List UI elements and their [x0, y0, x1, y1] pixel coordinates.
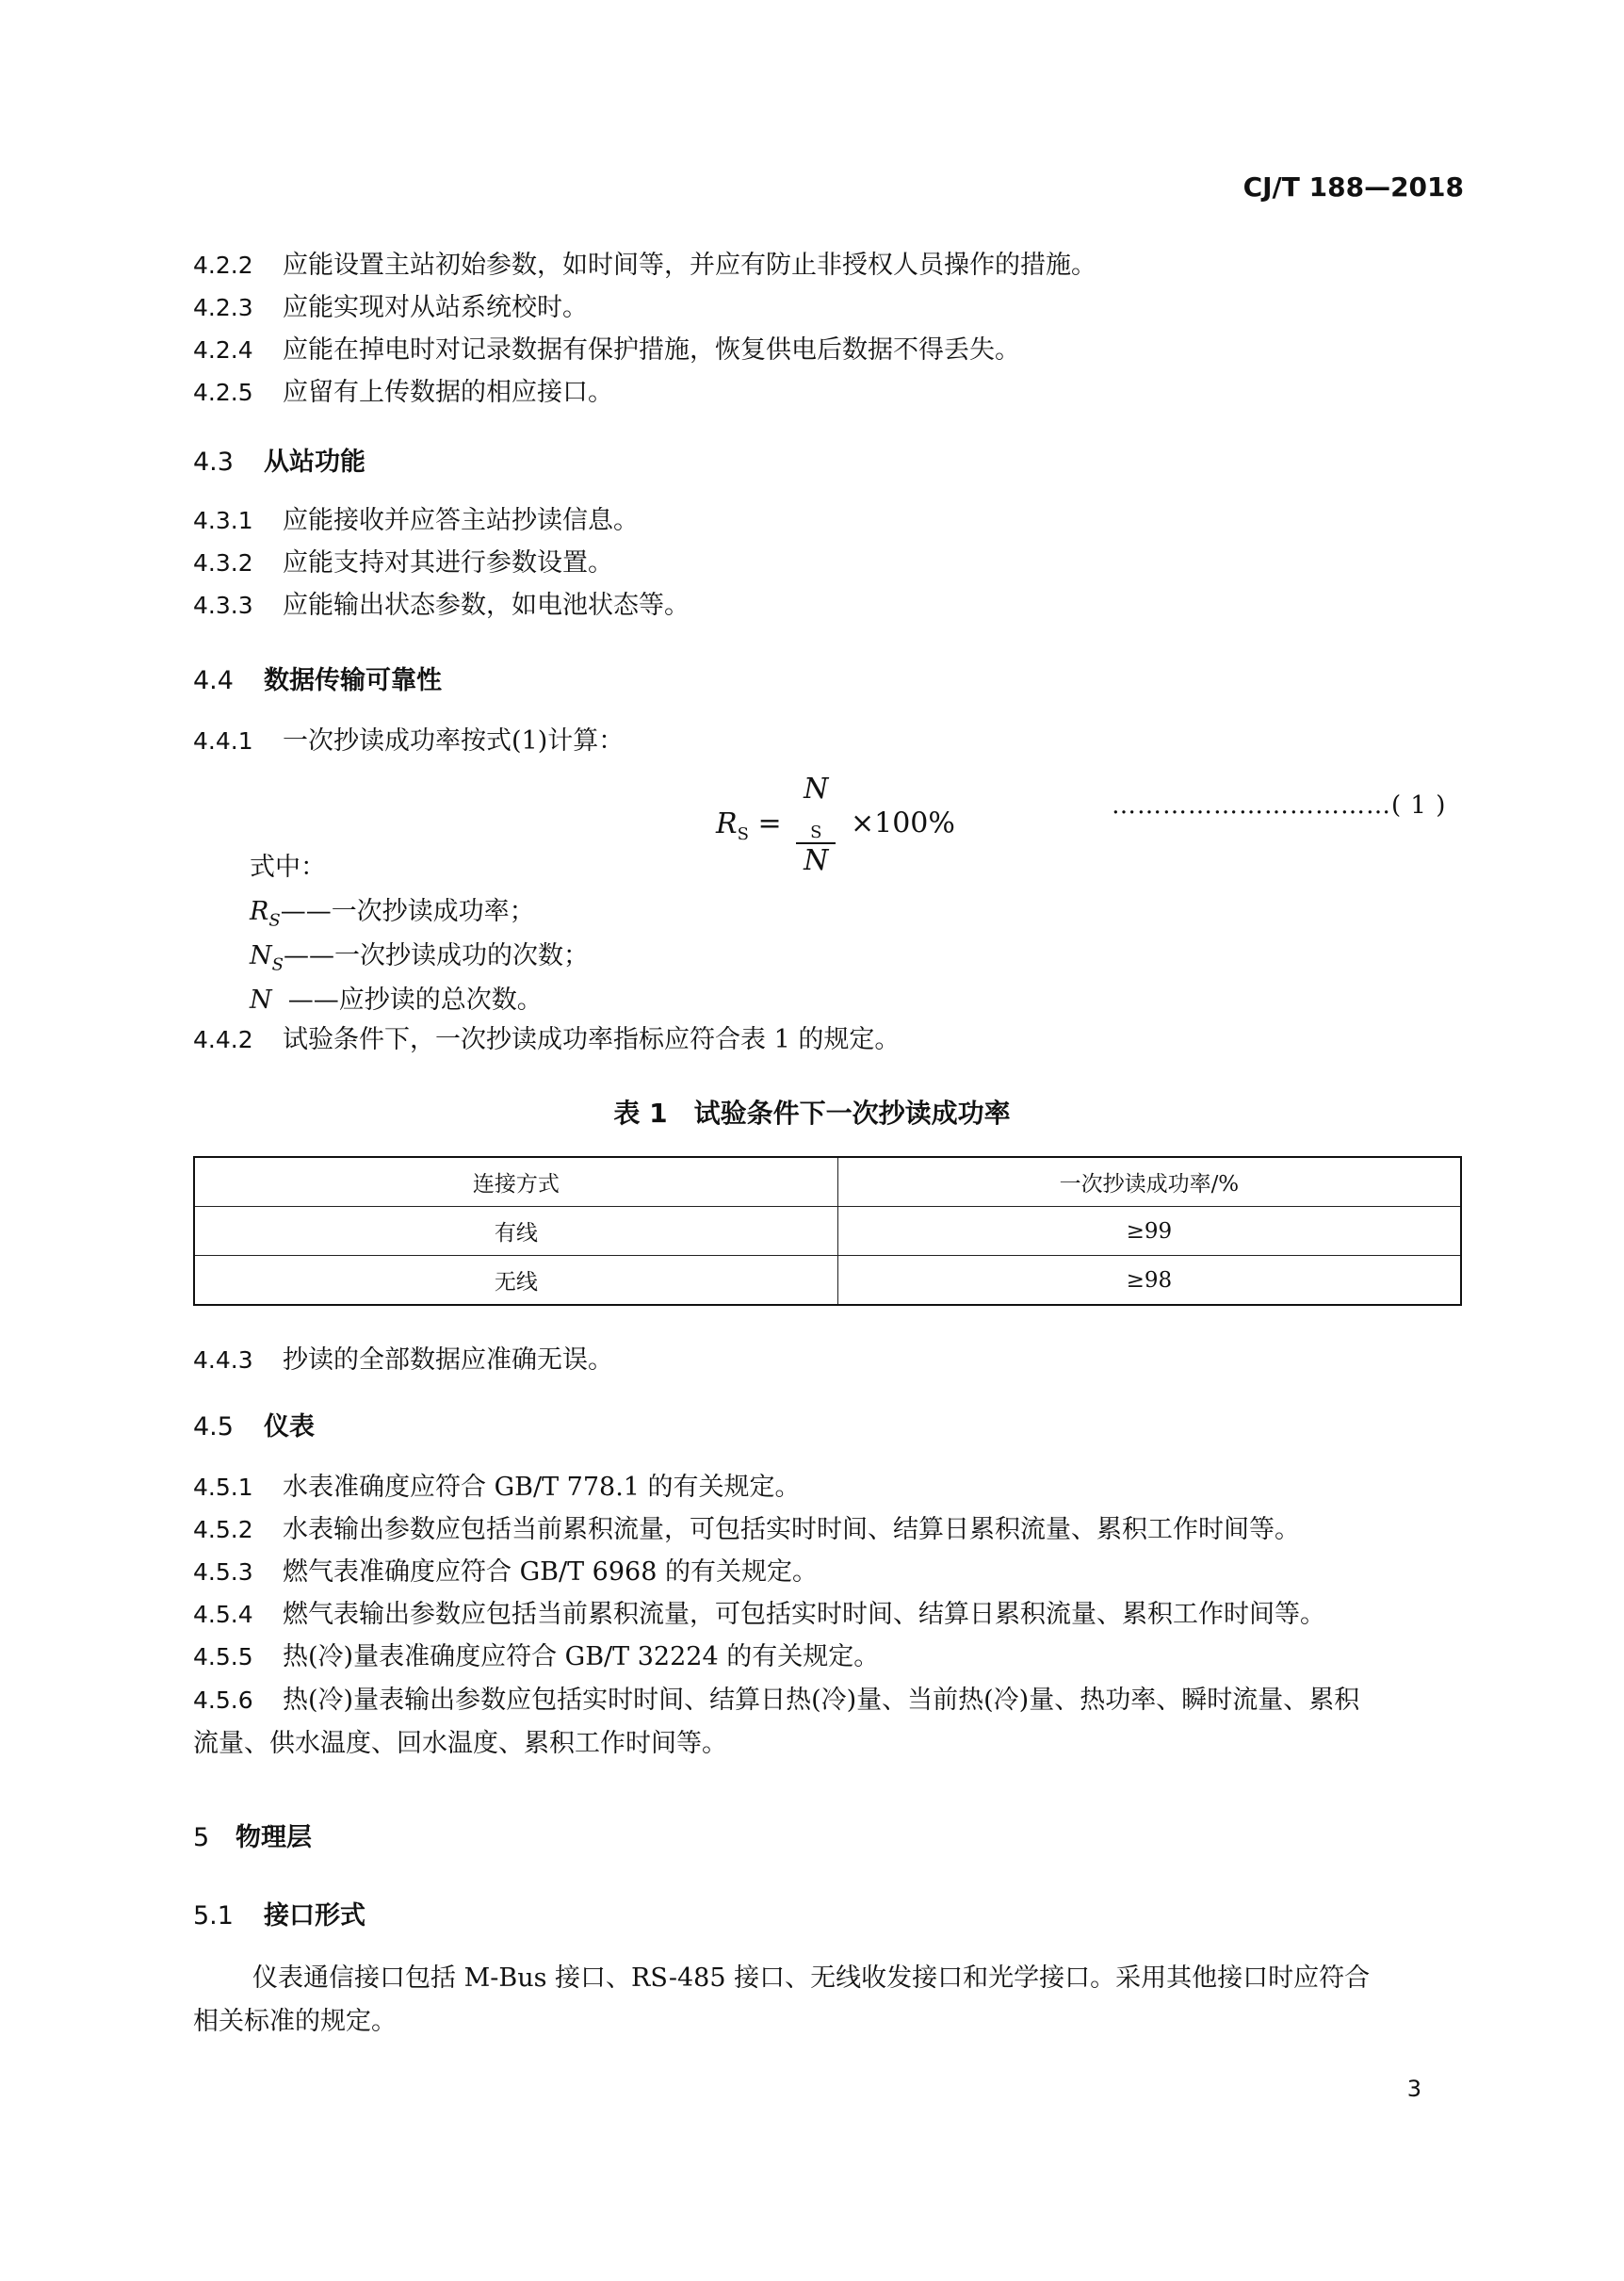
clause-4-5-1 — [193, 1469, 801, 1507]
clause-text: 试验条件下，一次抄读成功率指标应符合表 1 的规定。 — [283, 1025, 901, 1054]
clause-text: 抄读的全部数据应准确无误。 — [283, 1345, 613, 1375]
formula-lhs: $R_S$ — [716, 806, 749, 844]
column-header: 连接方式 — [194, 1157, 837, 1207]
clause-number: 4.3.2 — [193, 549, 253, 577]
where-item: $N_S——$一次抄读成功的次数； — [250, 941, 589, 975]
heading-title: 数据传输可靠性 — [264, 666, 442, 695]
clause-text: 应留有上传数据的相应接口。 — [283, 378, 613, 407]
clause-number: 4.5.4 — [193, 1601, 253, 1628]
table-1 — [193, 1156, 1462, 1306]
clause-4-4-2 — [193, 1021, 900, 1059]
heading-4-5 — [193, 1406, 315, 1442]
clause-number: 4.3.3 — [193, 592, 253, 619]
clause-4-4-3 — [193, 1342, 613, 1379]
clause-number: 4.3.1 — [193, 507, 253, 534]
clause-4-2-5 — [193, 374, 613, 412]
clause-number: 4.5.3 — [193, 1558, 253, 1586]
clause-4-5-6-cont: 流量、供水温度、回水温度、累积工作时间等。 — [193, 1729, 727, 1758]
clause-text: 水表准确度应符合 GB/T 778.1 的有关规定。 — [283, 1473, 801, 1502]
equation-number: ( 1 ) — [1391, 791, 1447, 820]
heading-number: 5 — [193, 1823, 210, 1852]
column-header: 一次抄读成功率/% — [837, 1157, 1461, 1207]
formula-rest: ×100% — [850, 806, 955, 840]
clause-4-5-5 — [193, 1638, 879, 1676]
table-cell: ≥99 — [837, 1207, 1461, 1256]
where-item: N ——应抄读的总次数。 — [250, 986, 543, 1015]
table-row — [194, 1207, 1461, 1256]
clause-number: 4.2.3 — [193, 294, 253, 321]
clause-number: 4.4.3 — [193, 1346, 253, 1374]
clause-4-5-4 — [193, 1596, 1325, 1634]
table-cell: ≥98 — [837, 1256, 1461, 1306]
formula-fraction — [796, 773, 836, 877]
fraction-denominator: N — [804, 844, 829, 877]
clause-4-3-3 — [193, 587, 690, 625]
clause-text: 热(冷)量表输出参数应包括实时时间、结算日热(冷)量、当前热(冷)量、热功率、瞬时流量、累积 — [283, 1686, 1360, 1715]
formula-number — [1112, 791, 1446, 820]
clause-number: 4.5.2 — [193, 1516, 253, 1543]
heading-4-3 — [193, 441, 365, 478]
clause-text: 应能设置主站初始参数，如时间等，并应有防止非授权人员操作的措施。 — [283, 251, 1096, 280]
heading-number: 4.4 — [193, 666, 234, 695]
table-cell: 无线 — [194, 1256, 837, 1306]
where-item: $R_S——$一次抄读成功率； — [250, 897, 535, 931]
page-number: 3 — [1406, 2076, 1421, 2102]
clause-text: 应能接收并应答主站抄读信息。 — [283, 506, 639, 535]
heading-number: 5.1 — [193, 1901, 234, 1931]
heading-4-4 — [193, 660, 442, 696]
clause-text: 应能输出状态参数，如电池状态等。 — [283, 591, 690, 620]
heading-number: 4.3 — [193, 448, 234, 477]
heading-title: 物理层 — [235, 1823, 312, 1852]
clause-number: 4.4.1 — [193, 727, 253, 755]
clause-4-5-2 — [193, 1511, 1300, 1549]
clause-text: 燃气表输出参数应包括当前累积流量，可包括实时时间、结算日累积流量、累积工作时间等。 — [283, 1600, 1325, 1629]
clause-number: 4.2.4 — [193, 336, 253, 364]
clause-4-4-1 — [193, 723, 624, 760]
formula-1 — [716, 773, 955, 877]
equals-sign: = — [757, 806, 782, 840]
dot-leader: …………………………… — [1112, 791, 1391, 820]
paragraph-5-1: 仪表通信接口包括 M-Bus 接口、RS-485 接口、无线收发接口和光学接口。采用其他接口时应符合 — [252, 1963, 1371, 1993]
clause-4-2-4 — [193, 332, 1020, 369]
clause-text: 应能支持对其进行参数设置。 — [283, 548, 613, 578]
clause-number: 4.2.5 — [193, 379, 253, 406]
clause-4-3-2 — [193, 545, 613, 582]
clause-number: 4.5.1 — [193, 1474, 253, 1501]
clause-4-3-1 — [193, 502, 639, 540]
heading-title: 仪表 — [264, 1412, 315, 1442]
clause-text: 应能在掉电时对记录数据有保护措施，恢复供电后数据不得丢失。 — [283, 335, 1020, 365]
table-cell: 有线 — [194, 1207, 837, 1256]
heading-title: 从站功能 — [264, 448, 365, 477]
clause-4-5-3 — [193, 1554, 818, 1591]
fraction-numerator: N $_S$ — [796, 773, 836, 844]
paragraph-5-1-cont: 相关标准的规定。 — [193, 2007, 397, 2036]
clause-number: 4.5.5 — [193, 1643, 253, 1670]
table-caption: 表 1 试验条件下一次抄读成功率 — [613, 1098, 1011, 1129]
heading-5-1 — [193, 1895, 365, 1931]
clause-number: 4.4.2 — [193, 1026, 253, 1053]
clause-text: 一次抄读成功率按式(1)计算： — [283, 726, 625, 756]
heading-number: 4.5 — [193, 1412, 234, 1442]
heading-title: 接口形式 — [264, 1901, 365, 1931]
clause-number: 4.2.2 — [193, 252, 253, 279]
clause-text: 燃气表准确度应符合 GB/T 6968 的有关规定。 — [283, 1557, 818, 1587]
clause-text: 水表输出参数应包括当前累积流量，可包括实时时间、结算日累积流量、累积工作时间等。 — [283, 1515, 1300, 1544]
clause-number: 4.5.6 — [193, 1686, 253, 1714]
standard-number: CJ/T 188—2018 — [1242, 171, 1464, 203]
heading-5 — [193, 1817, 312, 1853]
clause-text: 应能实现对从站系统校时。 — [283, 293, 588, 322]
where-intro: 式中： — [250, 853, 326, 882]
clause-4-5-6 — [193, 1682, 1359, 1719]
clause-4-2-3 — [193, 289, 588, 327]
clause-text: 热(冷)量表准确度应符合 GB/T 32224 的有关规定。 — [283, 1642, 880, 1671]
table-row — [194, 1256, 1461, 1306]
table-header-row — [194, 1157, 1461, 1207]
clause-4-2-2 — [193, 247, 1096, 285]
